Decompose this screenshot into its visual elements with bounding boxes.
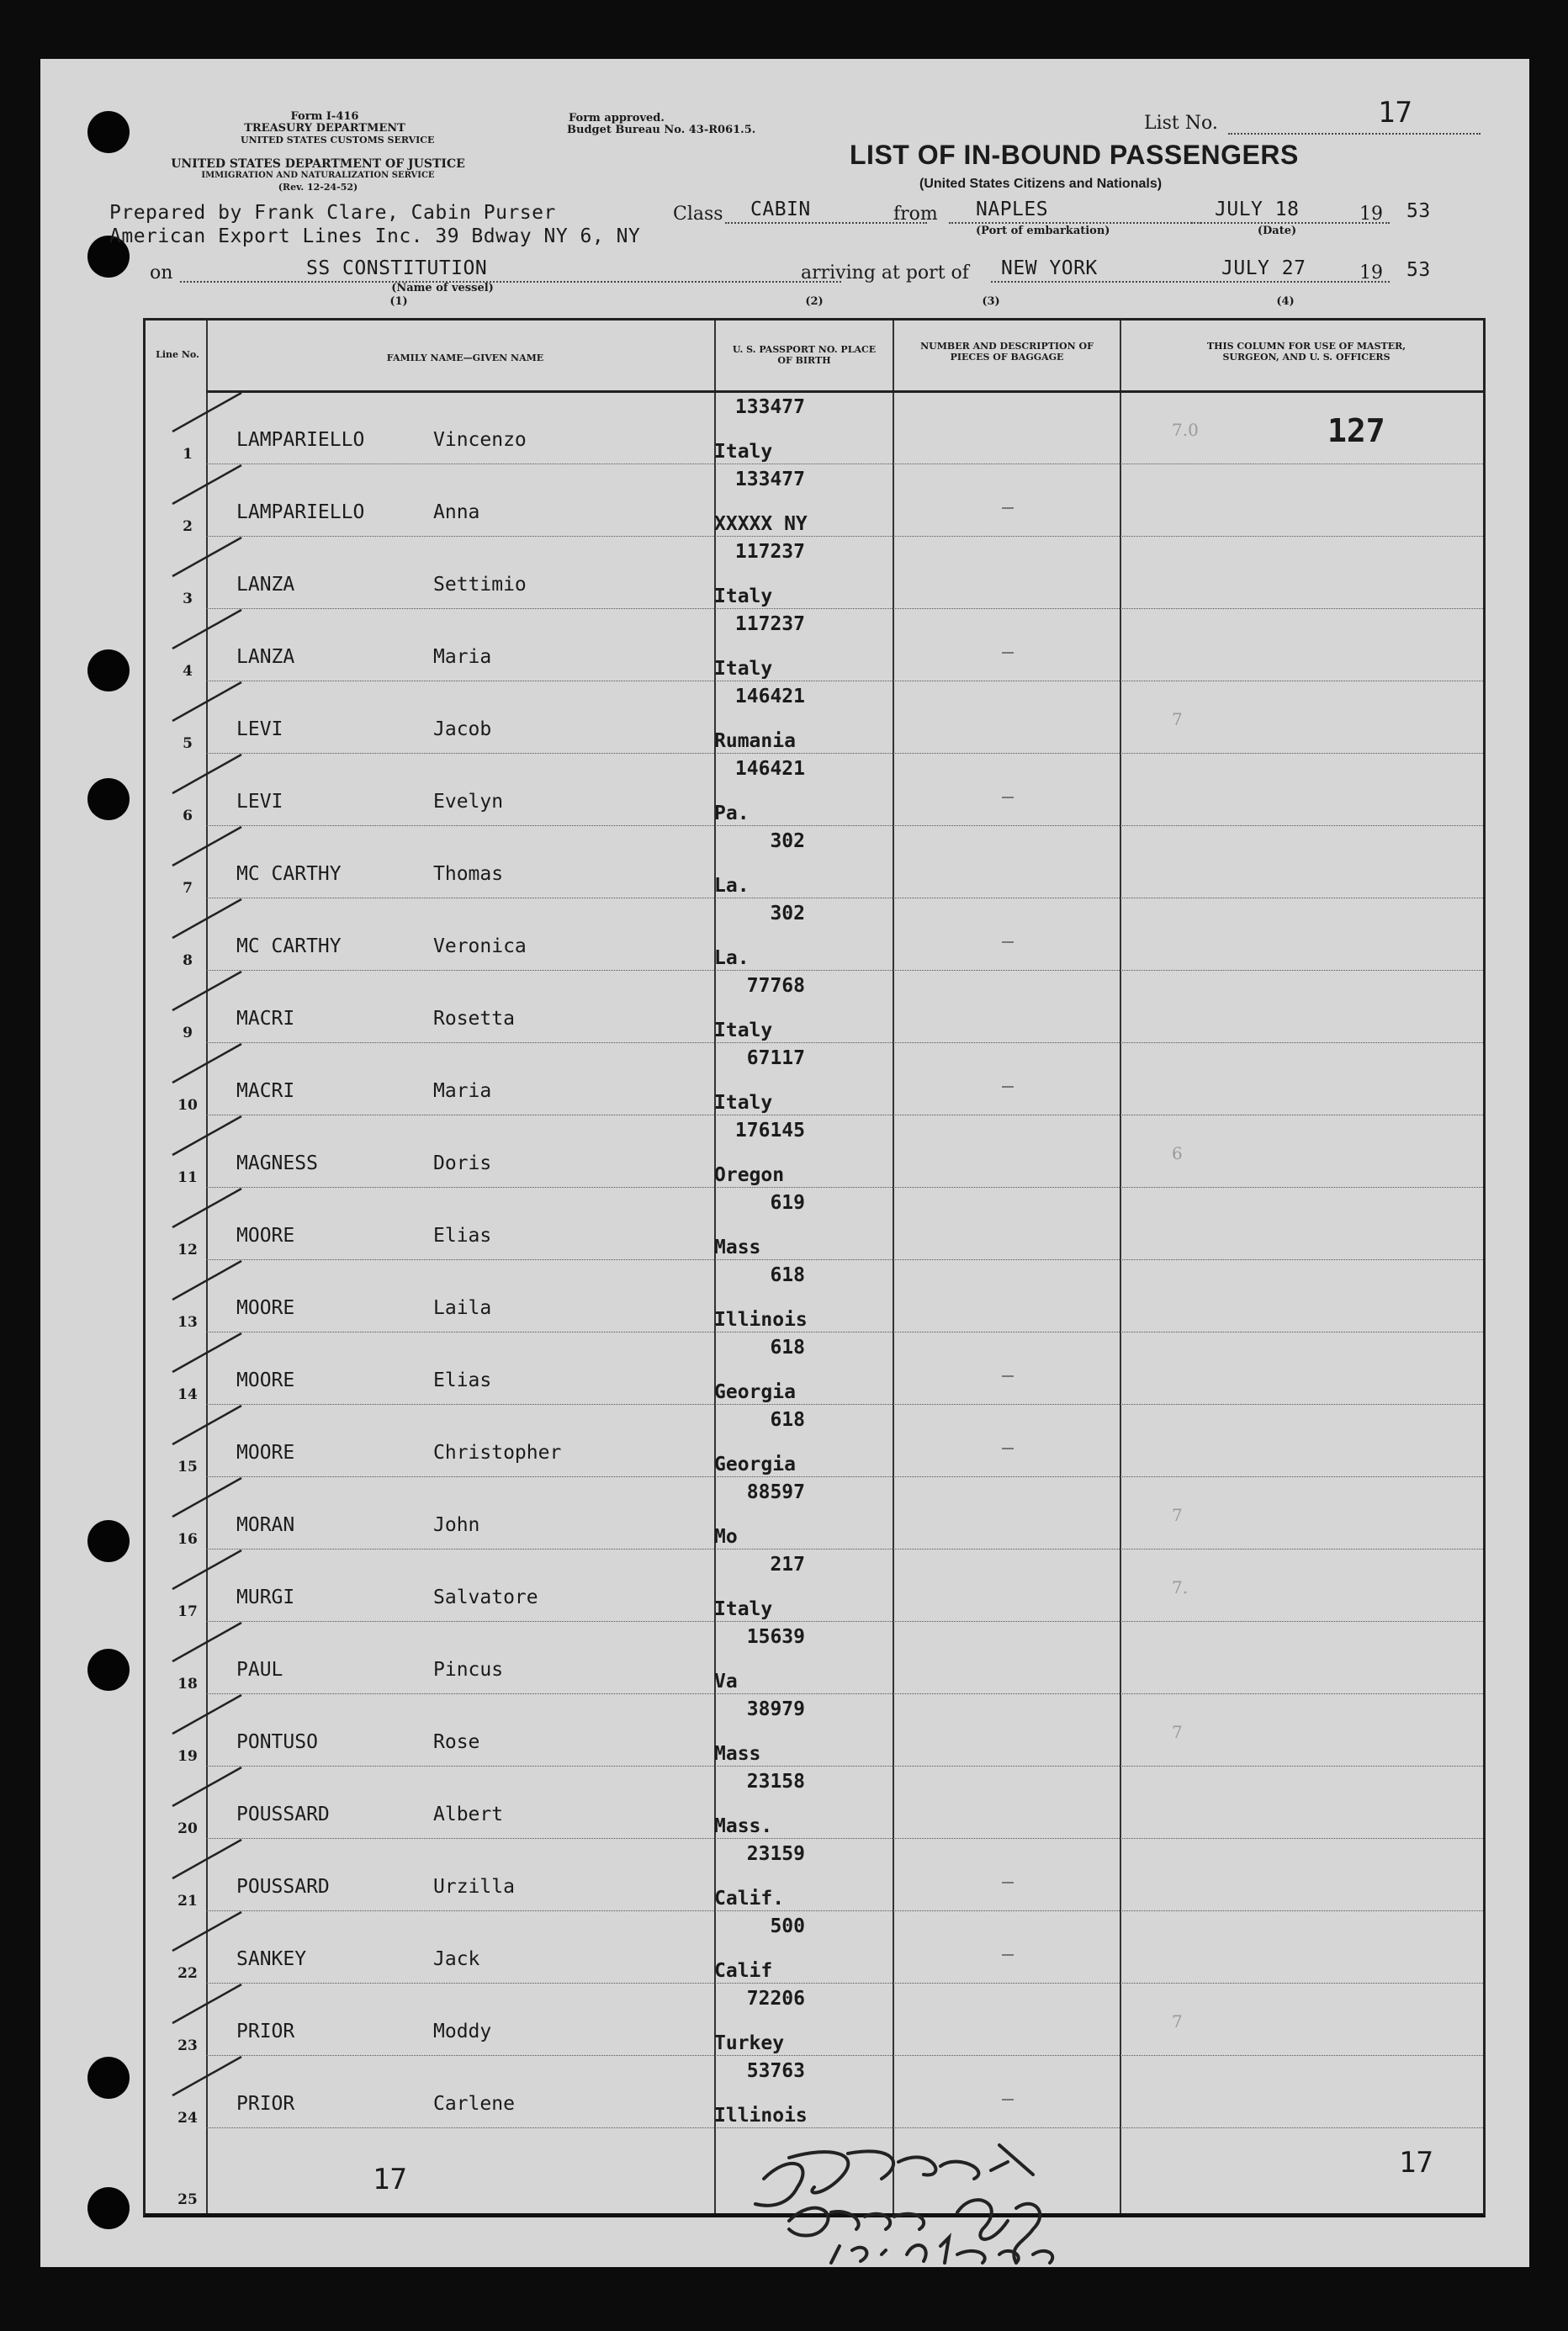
officer-note: 7 [1172, 1722, 1183, 1742]
line-number: 7 [183, 880, 193, 897]
table-row [146, 1984, 1483, 2056]
table-row [146, 827, 1483, 898]
embark-port: NAPLES [976, 199, 1049, 220]
passport-number: 146421 [734, 758, 805, 780]
officer-note: 7.0 [1172, 420, 1199, 440]
given-name: Moddy [433, 2021, 492, 2042]
row-rule [206, 1983, 1483, 1984]
baggage-dash [1002, 652, 1014, 654]
budget-bureau-number: Budget Bureau No. 43-R061.5. [567, 124, 756, 136]
check-mark-icon [169, 1185, 245, 1232]
place-of-birth: La. [714, 875, 750, 897]
punch-hole [87, 649, 130, 691]
row-rule [206, 608, 1483, 609]
given-name: Veronica [433, 935, 527, 957]
given-name: Doris [433, 1152, 492, 1174]
family-name: PRIOR [236, 2093, 295, 2115]
place-of-birth: Turkey [714, 2032, 785, 2054]
form-approved: Form approved. [569, 112, 665, 124]
passport-number: 88597 [746, 1481, 805, 1503]
header-passport: U. S. PASSPORT NO. PLACE OF BIRTH [732, 344, 877, 366]
punch-hole [87, 2187, 130, 2229]
family-name: POUSSARD [236, 1804, 330, 1825]
department-name: TREASURY DEPARTMENT [244, 122, 405, 135]
departure-date: JULY 18 [1215, 199, 1300, 220]
check-mark-icon [169, 1041, 245, 1088]
place-of-birth: Rumania [714, 730, 796, 752]
check-mark-icon [169, 751, 245, 798]
line-number: 23 [177, 2037, 198, 2054]
form-revision: (Rev. 12-24-52) [278, 182, 358, 193]
family-name: SANKEY [236, 1948, 307, 1970]
given-name: Carlene [433, 2093, 515, 2115]
passport-number: 23159 [746, 1843, 805, 1865]
passport-number: 133477 [734, 396, 805, 418]
punch-hole [87, 2057, 130, 2099]
family-name: MOORE [236, 1225, 295, 1247]
page-subtitle: (United States Citizens and Nationals) [919, 177, 1163, 191]
place-of-birth: Italy [714, 658, 773, 680]
check-mark-icon [169, 1113, 245, 1160]
given-name: Settimio [433, 574, 527, 596]
place-of-birth: Oregon [714, 1164, 785, 1186]
row-rule [206, 1693, 1483, 1694]
line-number: 19 [177, 1748, 198, 1765]
check-mark-icon [169, 1330, 245, 1377]
place-of-birth: Georgia [714, 1381, 796, 1403]
company-address: American Export Lines Inc. 39 Bdway NY 6, NY [109, 225, 641, 247]
line-number: 20 [177, 1820, 198, 1837]
list-no-label: List No. [1144, 113, 1218, 134]
check-mark-icon [169, 1909, 245, 1956]
given-name: Evelyn [433, 791, 504, 813]
line-number: 21 [177, 1893, 198, 1910]
form-id-block [241, 110, 435, 146]
from-line [949, 222, 1201, 224]
row-rule [206, 1187, 1483, 1188]
family-name: LAMPARIELLO [236, 501, 365, 523]
row-rule [206, 825, 1483, 826]
table-row [146, 1189, 1483, 1260]
officer-note: 6 [1172, 1143, 1183, 1163]
passport-number: 117237 [734, 541, 805, 563]
check-mark-icon [169, 534, 245, 581]
place-of-birth: Mass [714, 1237, 761, 1258]
passport-number: 618 [770, 1337, 805, 1359]
place-of-birth: Italy [714, 1092, 773, 1114]
row-rule [206, 1476, 1483, 1477]
service-name: UNITED STATES CUSTOMS SERVICE [241, 135, 435, 146]
baggage-dash [1002, 507, 1014, 509]
passport-number: 619 [770, 1192, 805, 1214]
family-name: LANZA [236, 646, 295, 668]
passenger-table [143, 318, 1486, 2217]
baggage-dash [1002, 2099, 1014, 2101]
given-name: Rose [433, 1731, 480, 1753]
column-number-2: (2) [805, 295, 824, 308]
given-name: John [433, 1514, 480, 1536]
table-row [146, 538, 1483, 609]
table-row [146, 1406, 1483, 1477]
table-row [146, 1044, 1483, 1115]
row-rule [206, 2055, 1483, 2056]
family-name: LAMPARIELLO [236, 429, 365, 451]
family-name: MOORE [236, 1297, 295, 1319]
justice-block [141, 158, 495, 193]
check-mark-icon [169, 824, 245, 871]
check-mark-icon [169, 1836, 245, 1883]
column-number-1: (1) [389, 295, 408, 308]
check-mark-icon [169, 968, 245, 1015]
punch-hole [87, 111, 130, 153]
passport-number: 38979 [746, 1698, 805, 1720]
family-name: LEVI [236, 791, 283, 813]
arriving-label: arriving at port of [801, 262, 969, 283]
line-number: 14 [177, 1386, 198, 1403]
family-name: MOORE [236, 1442, 295, 1464]
table-row [146, 1333, 1483, 1405]
table-row [146, 972, 1483, 1043]
place-of-birth: Mass. [714, 1815, 773, 1837]
baggage-dash [1002, 1375, 1014, 1377]
line-number: 17 [177, 1603, 198, 1620]
row-rule [206, 1549, 1483, 1550]
table-row [146, 1116, 1483, 1188]
check-mark-icon [169, 389, 245, 437]
passport-number: 176145 [734, 1120, 805, 1142]
row-rule [206, 536, 1483, 537]
table-row [146, 1695, 1483, 1767]
family-name: PONTUSO [236, 1731, 318, 1753]
punch-hole [87, 778, 130, 820]
column-number-3: (3) [982, 295, 1000, 308]
inspector-signature [739, 2128, 1193, 2271]
line-number: 11 [177, 1169, 198, 1186]
vessel-caption: (Name of vessel) [391, 282, 494, 294]
check-mark-icon [169, 462, 245, 509]
check-mark-icon [169, 896, 245, 943]
vessel-line [180, 281, 841, 283]
list-no-line [1228, 133, 1481, 135]
baggage-dash [1002, 941, 1014, 943]
passport-number: 67117 [746, 1047, 805, 1069]
place-of-birth: Illinois [714, 2105, 808, 2127]
place-of-birth: Mass [714, 1743, 761, 1765]
check-mark-icon [169, 1258, 245, 1305]
passport-number: 133477 [734, 469, 805, 490]
row-rule [206, 1621, 1483, 1622]
table-row [146, 1261, 1483, 1332]
check-mark-icon [169, 607, 245, 654]
on-label: on [150, 262, 173, 283]
officer-note: 7 [1172, 2011, 1183, 2032]
table-row [146, 755, 1483, 826]
given-name: Laila [433, 1297, 492, 1319]
check-mark-icon [169, 1547, 245, 1594]
given-name: Albert [433, 1804, 504, 1825]
line-number: 12 [177, 1242, 198, 1258]
table-row [146, 1912, 1483, 1984]
line-number: 1 [183, 446, 193, 463]
family-name: LEVI [236, 718, 283, 740]
check-mark-icon [169, 1475, 245, 1522]
manifest-page [40, 59, 1529, 2267]
table-row [146, 1840, 1483, 1911]
passport-number: 618 [770, 1264, 805, 1286]
family-name: MORAN [236, 1514, 295, 1536]
passport-number: 500 [770, 1915, 805, 1937]
passport-number: 217 [770, 1554, 805, 1576]
place-of-birth: Italy [714, 585, 773, 607]
place-of-birth: Va [714, 1671, 738, 1693]
officer-note: 7. [1172, 1577, 1189, 1597]
family-name: MURGI [236, 1587, 295, 1608]
line-number: 10 [177, 1097, 198, 1114]
place-of-birth: Illinois [714, 1309, 808, 1331]
punch-hole [87, 1649, 130, 1691]
place-of-birth: Italy [714, 1598, 773, 1620]
line-number: 16 [177, 1531, 198, 1548]
given-name: Christopher [433, 1442, 562, 1464]
passport-number: 302 [770, 830, 805, 852]
row-rule [206, 753, 1483, 754]
approval-block [567, 113, 755, 136]
header-name: FAMILY NAME—GIVEN NAME [386, 352, 544, 363]
departure-year: 53 [1406, 200, 1431, 222]
officer-note: 7 [1172, 709, 1183, 729]
immigration-service: IMMIGRATION AND NATURALIZATION SERVICE [201, 171, 435, 180]
stamp-number: 127 [1327, 412, 1385, 449]
check-mark-icon [169, 679, 245, 726]
baggage-dash [1002, 1882, 1014, 1883]
line-number: 22 [177, 1965, 198, 1982]
baggage-dash [1002, 797, 1014, 798]
place-of-birth: Georgia [714, 1454, 796, 1475]
passport-number: 72206 [746, 1988, 805, 2010]
row-rule [206, 970, 1483, 971]
family-name: MC CARTHY [236, 863, 342, 885]
row-rule [206, 1910, 1483, 1911]
given-name: Thomas [433, 863, 504, 885]
form-number: Form I-416 [290, 110, 359, 123]
table-row [146, 393, 1483, 464]
punch-hole [87, 1520, 130, 1562]
passport-number: 77768 [746, 975, 805, 997]
family-name: MACRI [236, 1008, 295, 1030]
given-name: Urzilla [433, 1876, 515, 1898]
check-mark-icon [169, 1981, 245, 2028]
check-mark-icon [169, 1764, 245, 1811]
arrival-line [991, 281, 1390, 283]
row-rule [206, 1259, 1483, 1260]
vessel-name: SS CONSTITUTION [306, 257, 488, 279]
port-caption: (Port of embarkation) [976, 225, 1110, 237]
passport-number: 15639 [746, 1626, 805, 1648]
from-label: from [893, 204, 938, 225]
line-number: 2 [183, 518, 193, 535]
place-of-birth: La. [714, 947, 750, 969]
row-rule [206, 1838, 1483, 1839]
table-row [146, 1623, 1483, 1694]
class-value: CABIN [750, 199, 811, 220]
table-row [146, 2057, 1483, 2128]
header-line-no: Line No. [156, 349, 199, 360]
table-row [146, 465, 1483, 537]
officer-note: 7 [1172, 1505, 1183, 1525]
table-row [146, 1550, 1483, 1622]
passenger-count-left: 17 [373, 2163, 407, 2196]
given-name: Rosetta [433, 1008, 515, 1030]
table-row [146, 610, 1483, 681]
passport-number: 302 [770, 903, 805, 924]
table-row [146, 899, 1483, 971]
justice-department: UNITED STATES DEPARTMENT OF JUSTICE [171, 157, 465, 171]
passenger-count-right: 17 [1399, 2146, 1433, 2180]
date-caption: (Date) [1257, 225, 1297, 237]
baggage-dash [1002, 1954, 1014, 1956]
table-row [146, 682, 1483, 754]
line-number: 3 [183, 591, 193, 607]
row-rule [206, 1042, 1483, 1043]
page-title: LIST OF IN-BOUND PASSENGERS [850, 140, 1299, 170]
family-name: POUSSARD [236, 1876, 330, 1898]
given-name: Jack [433, 1948, 480, 1970]
family-name: PAUL [236, 1659, 283, 1681]
given-name: Anna [433, 501, 480, 523]
family-name: LANZA [236, 574, 295, 596]
check-mark-icon [169, 1402, 245, 1449]
place-of-birth: Italy [714, 1020, 773, 1041]
place-of-birth: Pa. [714, 803, 750, 824]
line-number: 9 [183, 1025, 193, 1041]
given-name: Elias [433, 1369, 492, 1391]
given-name: Jacob [433, 718, 492, 740]
line-number: 6 [183, 808, 193, 824]
table-row [146, 1767, 1483, 1839]
line-number: 8 [183, 952, 193, 969]
arrival-port: NEW YORK [1001, 257, 1098, 279]
place-of-birth: Calif [714, 1960, 773, 1982]
family-name: MACRI [236, 1080, 295, 1102]
place-of-birth: Italy [714, 441, 773, 463]
prepared-by: Prepared by Frank Clare, Cabin Purser [109, 202, 556, 224]
check-mark-icon [169, 1619, 245, 1666]
passport-number: 618 [770, 1409, 805, 1431]
given-name: Vincenzo [433, 429, 527, 451]
passport-number: 23158 [746, 1771, 805, 1793]
given-name: Maria [433, 646, 492, 668]
baggage-dash [1002, 1448, 1014, 1449]
year-prefix: 19 [1359, 204, 1383, 225]
family-name: MAGNESS [236, 1152, 318, 1174]
line-number: 13 [177, 1314, 198, 1331]
line-number: 24 [177, 2110, 198, 2127]
place-of-birth: XXXXX NY [714, 513, 808, 535]
family-name: PRIOR [236, 2021, 295, 2042]
family-name: MOORE [236, 1369, 295, 1391]
place-of-birth: Calif. [714, 1888, 785, 1910]
passport-number: 117237 [734, 613, 805, 635]
arrival-date: JULY 27 [1221, 257, 1306, 279]
list-no-value: 17 [1378, 96, 1412, 130]
given-name: Elias [433, 1225, 492, 1247]
check-mark-icon [169, 1692, 245, 1739]
passport-number: 53763 [746, 2060, 805, 2082]
header-officers: THIS COLUMN FOR USE OF MASTER, SURGEON, AND U. S. OFFICERS [1206, 341, 1406, 363]
given-name: Salvatore [433, 1587, 538, 1608]
line-number: 15 [177, 1459, 198, 1475]
year-prefix-2: 19 [1359, 262, 1383, 283]
row-rule [206, 1766, 1483, 1767]
given-name: Pincus [433, 1659, 504, 1681]
check-mark-icon [169, 2053, 245, 2101]
place-of-birth: Mo [714, 1526, 738, 1548]
given-name: Maria [433, 1080, 492, 1102]
line-number: 5 [183, 735, 193, 752]
row-rule [206, 1404, 1483, 1405]
baggage-dash [1002, 1086, 1014, 1088]
class-label: Class [673, 204, 723, 225]
column-number-4: (4) [1276, 295, 1295, 308]
header-baggage: NUMBER AND DESCRIPTION OF PIECES OF BAGGAGE [920, 341, 1094, 363]
family-name: MC CARTHY [236, 935, 342, 957]
passport-number: 146421 [734, 686, 805, 707]
line-number-25: 25 [177, 2191, 198, 2208]
arrival-year: 53 [1406, 259, 1431, 281]
line-number: 4 [183, 663, 193, 680]
line-number: 18 [177, 1676, 198, 1693]
table-row [146, 1478, 1483, 1550]
